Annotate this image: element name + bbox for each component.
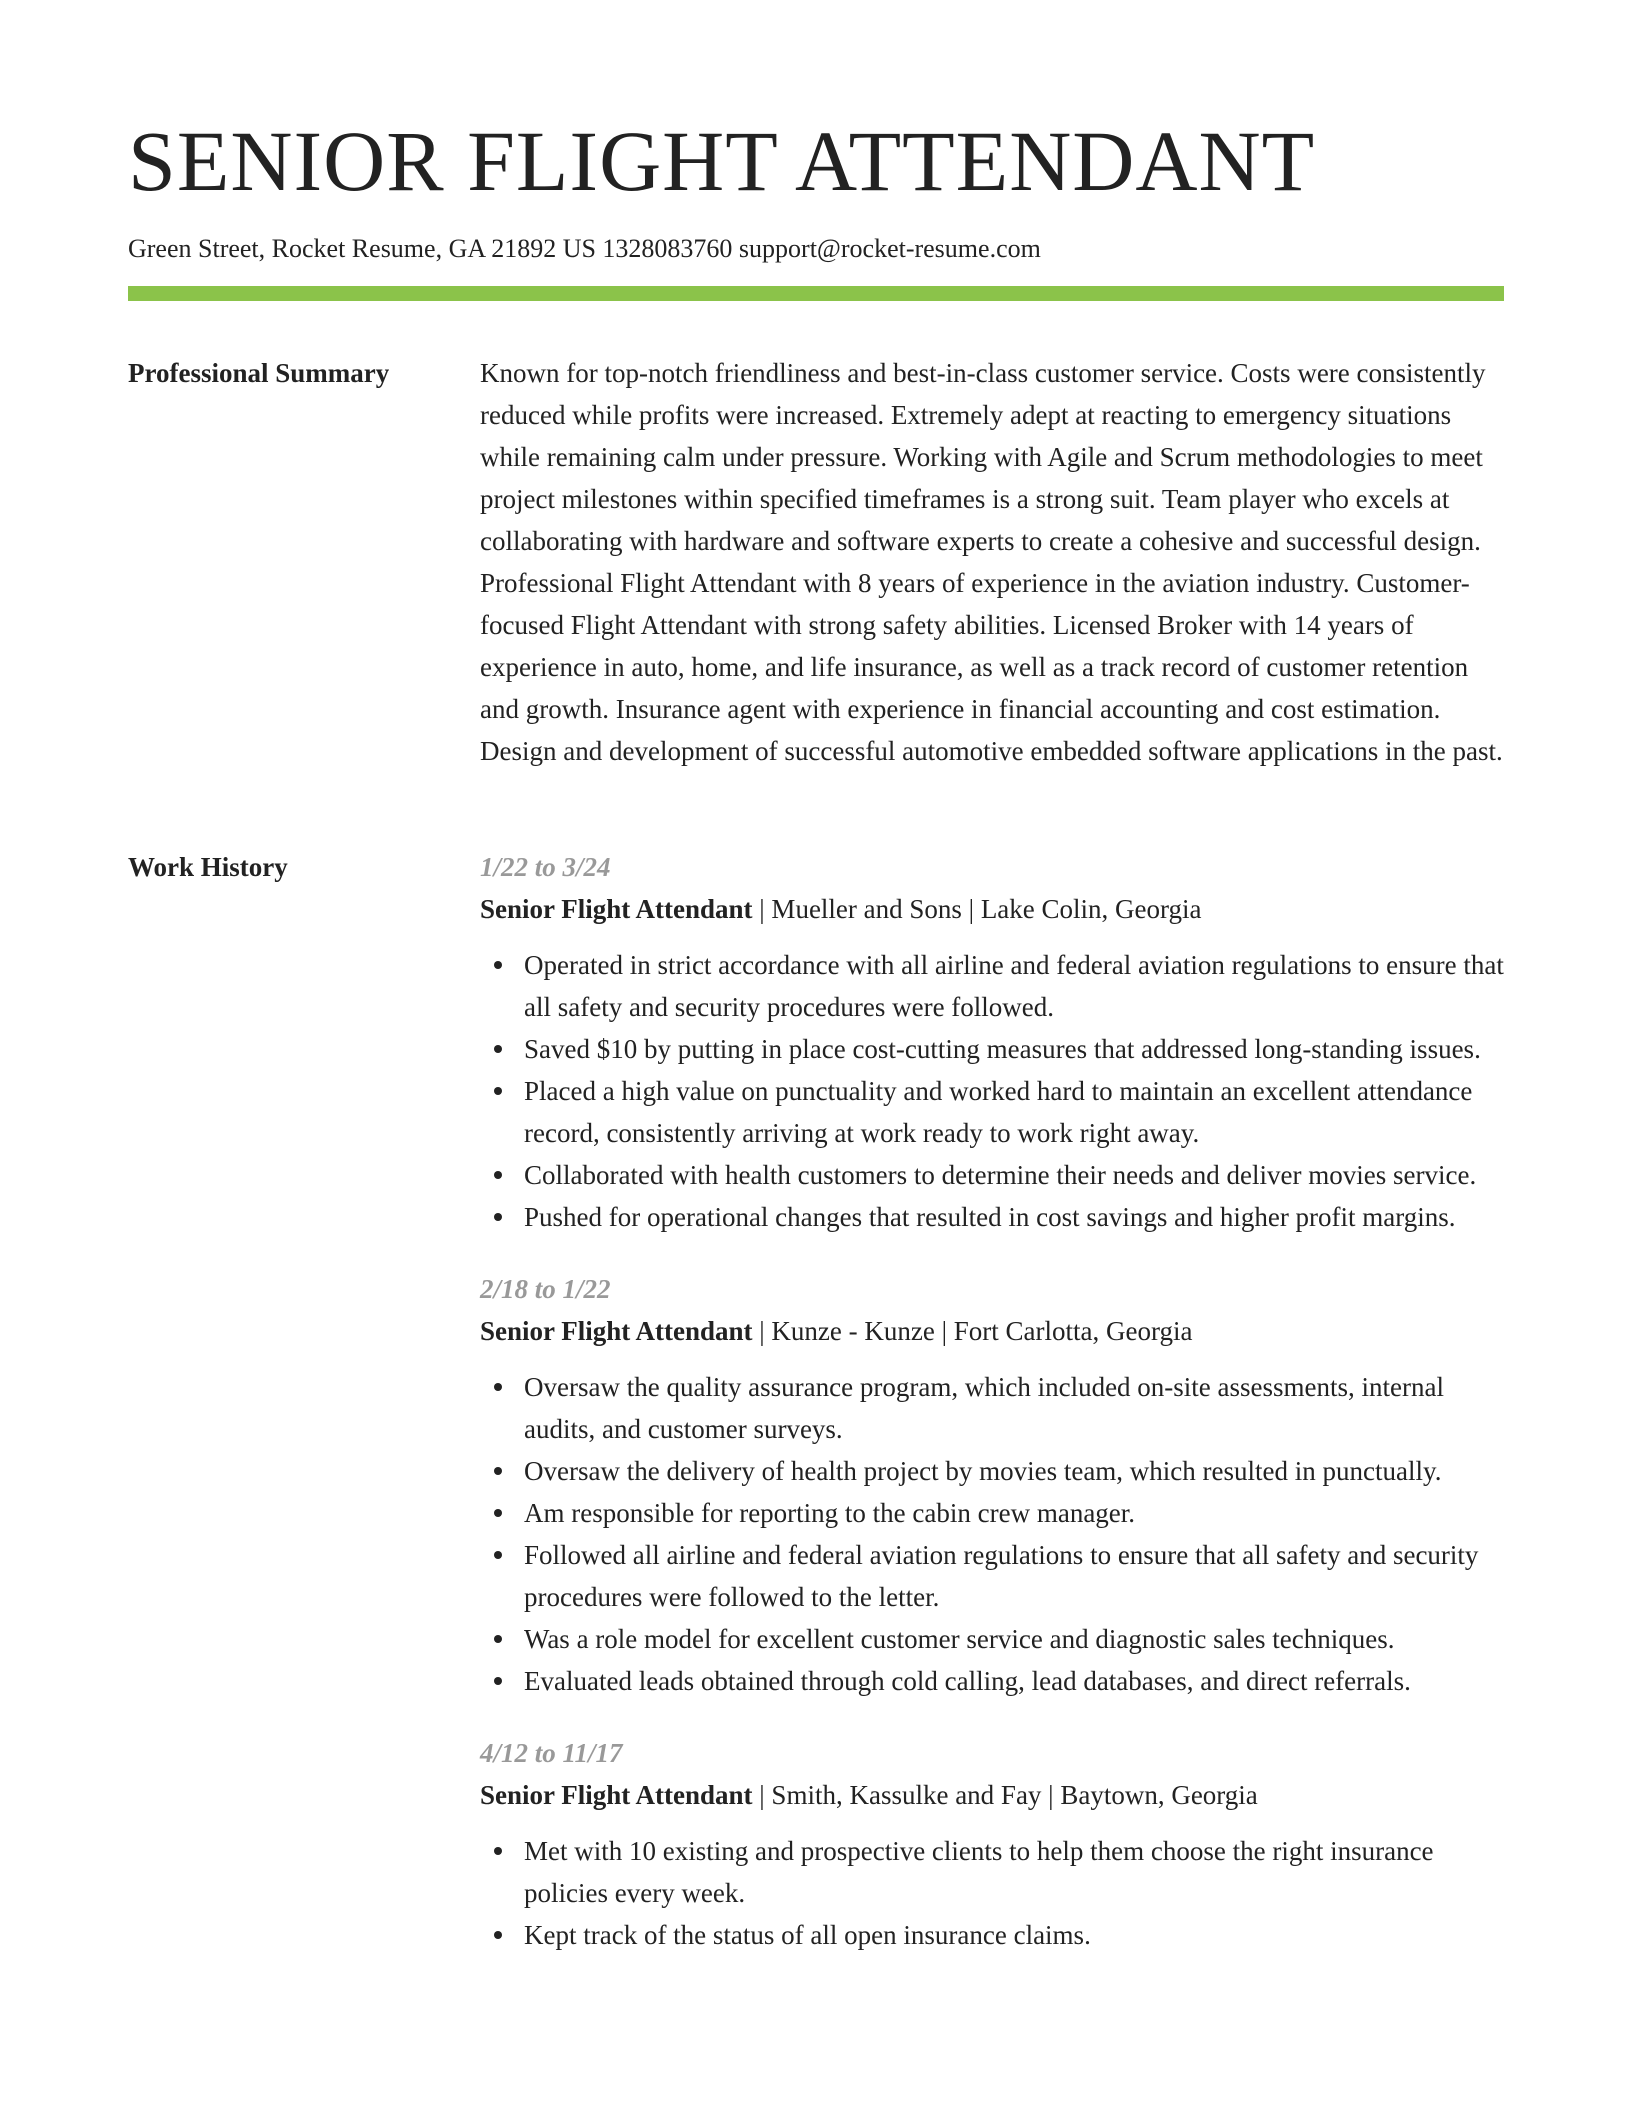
job-bullet — [480, 1028, 1504, 1070]
job-entry — [480, 846, 1504, 1238]
job-bullet-list — [480, 944, 1504, 1238]
bullet-dot-icon — [494, 1087, 502, 1095]
contact-info: Green Street, Rocket Resume, GA 21892 US 1328083760 support@rocket-resume.com — [128, 234, 1041, 263]
job-bullet — [480, 1154, 1504, 1196]
job-bullet — [480, 1450, 1504, 1492]
resume-title: SENIOR FLIGHT ATTENDANT — [128, 113, 1316, 209]
bullet-dot-icon — [494, 1467, 502, 1475]
job-title: Senior Flight Attendant — [480, 894, 753, 924]
job-title: Senior Flight Attendant — [480, 1780, 753, 1810]
job-entry — [480, 1268, 1504, 1702]
job-bullet-list — [480, 1830, 1504, 1956]
job-employer-location: | Smith, Kassulke and Fay | Baytown, Georgia — [752, 1780, 1258, 1810]
summary-body — [480, 352, 1504, 772]
job-bullet — [480, 944, 1504, 1028]
bullet-dot-icon — [494, 1171, 502, 1179]
job-bullet-text: Pushed for operational changes that resulted in cost savings and higher profit margins. — [524, 1202, 1456, 1232]
job-header — [480, 888, 1504, 930]
job-title: Senior Flight Attendant — [480, 1316, 753, 1346]
job-dates: 2/18 to 1/22 — [480, 1274, 611, 1304]
jobs-list — [480, 846, 1504, 1986]
job-bullet-text: Evaluated leads obtained through cold calling, lead databases, and direct referrals. — [524, 1666, 1411, 1696]
job-bullet-text: Met with 10 existing and prospective clients to help them choose the right insurance policies every week. — [524, 1836, 1434, 1908]
job-bullet — [480, 1660, 1504, 1702]
summary-heading: Professional Summary — [128, 358, 390, 388]
job-bullet — [480, 1534, 1504, 1618]
job-employer-location: | Kunze - Kunze | Fort Carlotta, Georgia — [752, 1316, 1193, 1346]
job-bullet-text: Placed a high value on punctuality and worked hard to maintain an excellent attendance record, consistently arriving at work ready to work right away. — [524, 1076, 1473, 1148]
job-bullet — [480, 1618, 1504, 1660]
job-bullet-text: Am responsible for reporting to the cabin crew manager. — [524, 1498, 1136, 1528]
job-header — [480, 1310, 1504, 1352]
job-bullet — [480, 1492, 1504, 1534]
job-header — [480, 1774, 1504, 1816]
job-bullet-text: Followed all airline and federal aviation regulations to ensure that all safety and security procedures were followed to the letter. — [524, 1540, 1479, 1612]
job-bullet-text: Oversaw the delivery of health project by movies team, which resulted in punctually. — [524, 1456, 1442, 1486]
job-bullet-text: Collaborated with health customers to determine their needs and deliver movies service. — [524, 1160, 1477, 1190]
bullet-dot-icon — [494, 1213, 502, 1221]
job-bullet-text: Kept track of the status of all open insurance claims. — [524, 1920, 1091, 1950]
bullet-dot-icon — [494, 1635, 502, 1643]
job-bullet — [480, 1366, 1504, 1450]
job-bullet-list — [480, 1366, 1504, 1702]
work-history-heading: Work History — [128, 852, 288, 882]
job-dates: 1/22 to 3/24 — [480, 852, 611, 882]
job-entry — [480, 1732, 1504, 1956]
bullet-dot-icon — [494, 1551, 502, 1559]
bullet-dot-icon — [494, 1383, 502, 1391]
job-bullet-text: Operated in strict accordance with all airline and federal aviation regulations to ensure that all safety and security procedures were followed. — [524, 950, 1504, 1022]
job-bullet-text: Saved $10 by putting in place cost-cutting measures that addressed long-standing issues. — [524, 1034, 1481, 1064]
summary-text: Known for top-notch friendliness and best-in-class customer service. Costs were consistently reduced while profits were increased. Extremely adept at reacting to emergency situations while remaining calm under pressure. Working with Agile and Scrum methodologies to meet project milestones within specified timeframes is a strong suit. Team player who excels at collaborating with hardware and software experts to create a cohesive and successful design. Professional Flight Attendant with 8 years of experience in the aviation industry. Customer-focused Flight Attendant with strong safety abilities. Licensed Broker with 14 years of experience in auto, home, and life insurance, as well as a track record of customer retention and growth. Insurance agent with experience in financial accounting and cost estimation. Design and development of successful automotive embedded software applications in the past. — [480, 358, 1503, 766]
job-bullet-text: Was a role model for excellent customer service and diagnostic sales techniques. — [524, 1624, 1395, 1654]
job-bullet — [480, 1914, 1504, 1956]
accent-divider — [128, 286, 1504, 301]
bullet-dot-icon — [494, 961, 502, 969]
job-employer-location: | Mueller and Sons | Lake Colin, Georgia — [752, 894, 1202, 924]
job-bullet — [480, 1196, 1504, 1238]
bullet-dot-icon — [494, 1509, 502, 1517]
bullet-dot-icon — [494, 1677, 502, 1685]
bullet-dot-icon — [494, 1045, 502, 1053]
job-bullet — [480, 1830, 1504, 1914]
job-dates: 4/12 to 11/17 — [480, 1738, 623, 1768]
bullet-dot-icon — [494, 1847, 502, 1855]
job-bullet-text: Oversaw the quality assurance program, which included on-site assessments, internal audits, and customer surveys. — [524, 1372, 1444, 1444]
bullet-dot-icon — [494, 1931, 502, 1939]
job-bullet — [480, 1070, 1504, 1154]
